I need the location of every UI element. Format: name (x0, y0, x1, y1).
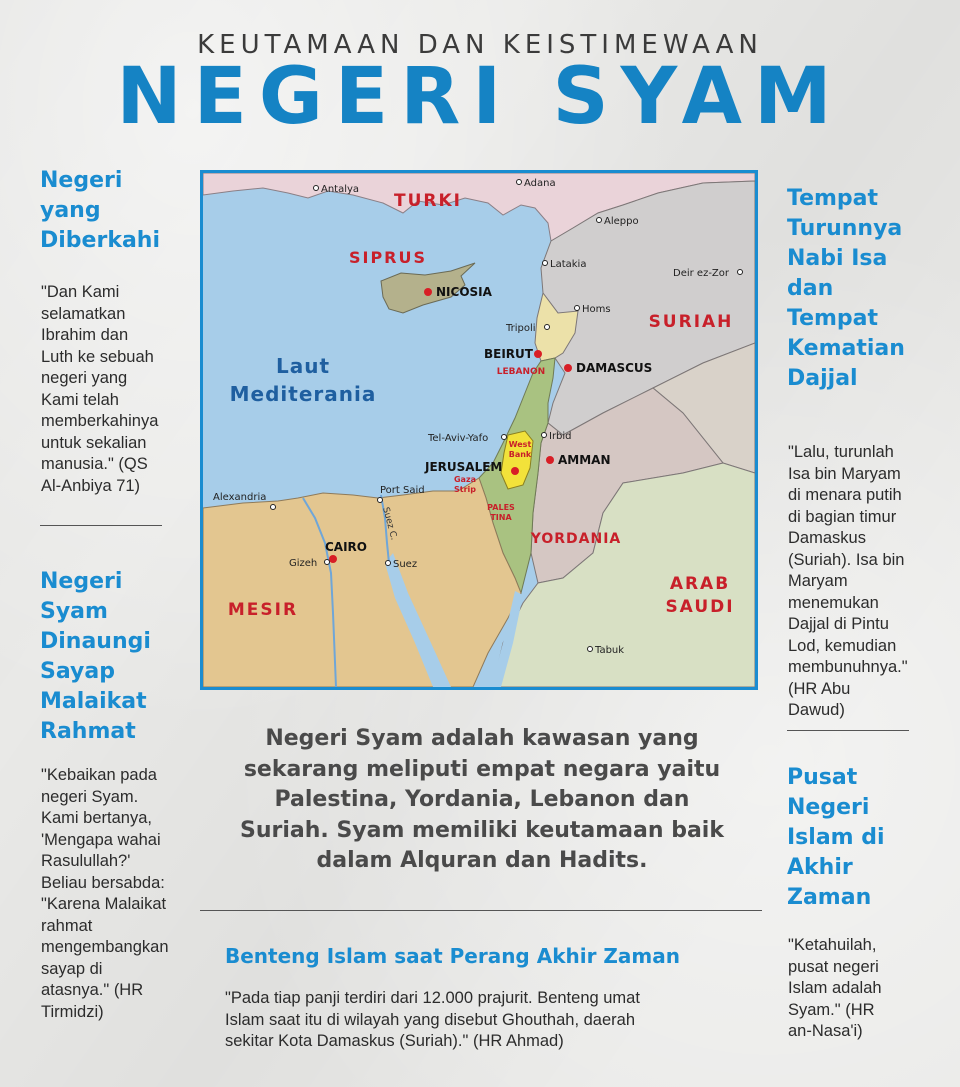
text-line: sekarang meliputi empat negara yaitu (243, 756, 721, 782)
text-line: manusia." (QS (41, 455, 148, 473)
label-sea-line1: Laut (275, 354, 331, 378)
text-line: dalam Alquran dan Hadits. (316, 848, 648, 873)
text-line: "Ketahuilah, (788, 936, 877, 954)
text-line: untuk sekalian (41, 433, 147, 452)
capital-label: NICOSIA (436, 285, 492, 299)
label-suriah: SURIAH (648, 312, 734, 332)
label-palestina-2: TINA (490, 513, 512, 522)
city-latakia (543, 259, 587, 270)
label-turki: TURKI (394, 191, 462, 211)
label-yordania: YORDANIA (530, 531, 622, 547)
region-mesir (203, 478, 521, 687)
text-line: di menara putih (788, 486, 902, 504)
city-label: Tabuk (595, 645, 625, 656)
text-line: Lod, kemudian (788, 636, 897, 655)
center-divider (200, 910, 762, 911)
label-siprus: SIPRUS (348, 248, 428, 267)
text-line: membunuhnya." (788, 658, 908, 676)
label-gaza-1: Gaza (453, 475, 477, 484)
heading-line: Nabi Isa (787, 246, 888, 271)
text-line: Kami telah (41, 390, 119, 409)
city-label: Latakia (550, 259, 587, 270)
capital-dot (511, 467, 519, 475)
heading-line: Tempat (787, 306, 879, 331)
label-mesir: MESIR (227, 600, 299, 620)
text-line: Tirmidzi) (41, 1002, 104, 1021)
heading-line: Turunnya (787, 216, 903, 241)
text-line: Beliau bersabda: (41, 873, 165, 892)
map (203, 173, 755, 687)
text-line: (Suriah). Isa bin (788, 550, 905, 569)
center-description (212, 724, 752, 877)
text-line: Syam." (HR (788, 1000, 875, 1019)
left-section1-text (41, 282, 191, 497)
heading-line: Negeri (787, 795, 870, 820)
right-section2-heading (787, 763, 885, 913)
text-line: Maryam (788, 572, 848, 590)
city-label: Tripoli (506, 323, 536, 334)
text-line: rahmat (41, 916, 93, 935)
city-label: Homs (582, 304, 611, 315)
capital-label: JERUSALEM (425, 460, 503, 474)
label-gaza-2: Strip (454, 485, 476, 494)
text-line: "Kebaikan pada (41, 766, 157, 784)
text-line: Isa bin Maryam (788, 464, 901, 483)
heading-line: Islam di (787, 825, 885, 850)
heading-line: Dajjal (787, 366, 858, 391)
text-line: Negeri Syam adalah kawasan yang (265, 726, 699, 751)
text-line: Ibrahim dan (41, 326, 129, 344)
text-line: Dajjal di Pintu (788, 615, 889, 633)
text-line: 'Mengapa wahai (41, 830, 161, 849)
text-line: Islam saat itu di wilayah yang disebut Ghouthah, daerah (225, 1010, 636, 1029)
heading-line: Negeri (40, 168, 123, 193)
label-west-bank-1: West (508, 440, 532, 449)
city-label: Tel-Aviv-Yafo (428, 433, 489, 444)
city-label: Irbid (549, 431, 572, 442)
text-line: mengembangkan (41, 938, 169, 956)
bottom-heading: Benteng Islam saat Perang Akhir Zaman (225, 944, 680, 968)
label-arab: ARAB (669, 574, 731, 594)
text-line: Dawud) (788, 701, 845, 719)
text-line: sekitar Kota Damaskus (Suriah)." (HR Ahmad) (225, 1032, 564, 1050)
heading-line: Sayap (40, 659, 115, 684)
label-suez-canal: Suez C. (380, 506, 399, 542)
heading-line: Tempat (787, 186, 879, 211)
text-line: "Lalu, turunlah (788, 443, 894, 461)
text-line: Rasulullah?' (41, 852, 131, 870)
text-line: atasnya." (HR (41, 981, 144, 999)
left-section1-heading (40, 166, 160, 256)
text-line: Suriah. Syam memiliki keutamaan baik (240, 817, 724, 843)
capital-dot (546, 456, 554, 464)
text-line: Palestina, Yordania, Lebanon dan (274, 787, 690, 812)
heading-line: Diberkahi (40, 228, 161, 253)
label-palestina-1: PALES (487, 503, 515, 512)
capital-label: DAMASCUS (576, 361, 653, 375)
text-line: Kami bertanya, (41, 809, 152, 827)
text-line: sayap di (41, 959, 103, 978)
left-section2-heading (40, 567, 151, 747)
capital-label: BEIRUT (484, 347, 533, 361)
capital-dot (534, 350, 542, 358)
city-label: Antalya (321, 184, 360, 195)
capital-damascus (564, 361, 652, 375)
text-line: selamatkan (41, 304, 126, 323)
text-line: an-Nasa'i) (788, 1022, 863, 1040)
heading-line: Pusat (787, 765, 858, 790)
map-frame (200, 170, 758, 690)
city-label: Aleppo (604, 216, 639, 227)
page-subtitle: KEUTAMAAN DAN KEISTIMEWAAN (197, 30, 763, 60)
heading-line: yang (40, 198, 101, 223)
label-saudi: SAUDI (665, 597, 735, 617)
left-section2-text (41, 765, 196, 1023)
left-divider (40, 525, 162, 526)
bottom-text (225, 988, 745, 1053)
capital-label: AMMAN (558, 453, 611, 467)
heading-line: Malaikat (40, 689, 147, 714)
right-section1-heading (787, 184, 905, 394)
text-line: "Pada tiap panji terdiri dari 12.000 prajurit. Benteng umat (225, 989, 640, 1007)
text-line: Damaskus (788, 529, 866, 547)
label-lebanon: LEBANON (496, 367, 546, 377)
text-line: pusat negeri (788, 957, 879, 976)
capital-dot (329, 555, 337, 563)
text-line: "Karena Malaikat (41, 895, 167, 913)
right-section2-text (788, 935, 948, 1043)
city-antalya (314, 184, 360, 195)
page-title: NEGERI SYAM (116, 52, 844, 142)
city-label: Suez (393, 559, 418, 570)
heading-line: Rahmat (40, 719, 136, 744)
city-label: Port Said (380, 485, 425, 496)
text-line: di bagian timur (788, 507, 897, 526)
text-line: (HR Abu (788, 679, 851, 698)
heading-line: Syam (40, 599, 108, 624)
heading-line: Kematian (787, 336, 905, 361)
text-line: Islam adalah (788, 979, 882, 997)
capital-label: CAIRO (325, 540, 367, 554)
heading-line: Negeri (40, 569, 123, 594)
heading-line: Dinaungi (40, 629, 151, 654)
heading-line: Akhir (787, 855, 853, 880)
right-divider (787, 730, 909, 731)
text-line: "Dan Kami (41, 283, 120, 301)
label-west-bank-2: Bank (508, 450, 532, 459)
right-section1-text (788, 442, 948, 722)
heading-line: dan (787, 276, 834, 301)
text-line: menemukan (788, 593, 879, 612)
capital-dot (564, 364, 572, 372)
city-label: Deir ez-Zor (673, 268, 730, 279)
city-label: Adana (524, 178, 556, 189)
text-line: negeri yang (41, 369, 128, 387)
city-label: Alexandria (213, 492, 267, 503)
label-sea-line2: Mediterania (229, 382, 377, 406)
text-line: Luth ke sebuah (41, 347, 154, 366)
capital-dot (424, 288, 432, 296)
text-line: memberkahinya (41, 412, 159, 430)
text-line: negeri Syam. (41, 787, 139, 806)
city-label: Gizeh (289, 558, 318, 569)
text-line: Al-Anbiya 71) (41, 476, 141, 495)
heading-line: Zaman (787, 885, 872, 910)
